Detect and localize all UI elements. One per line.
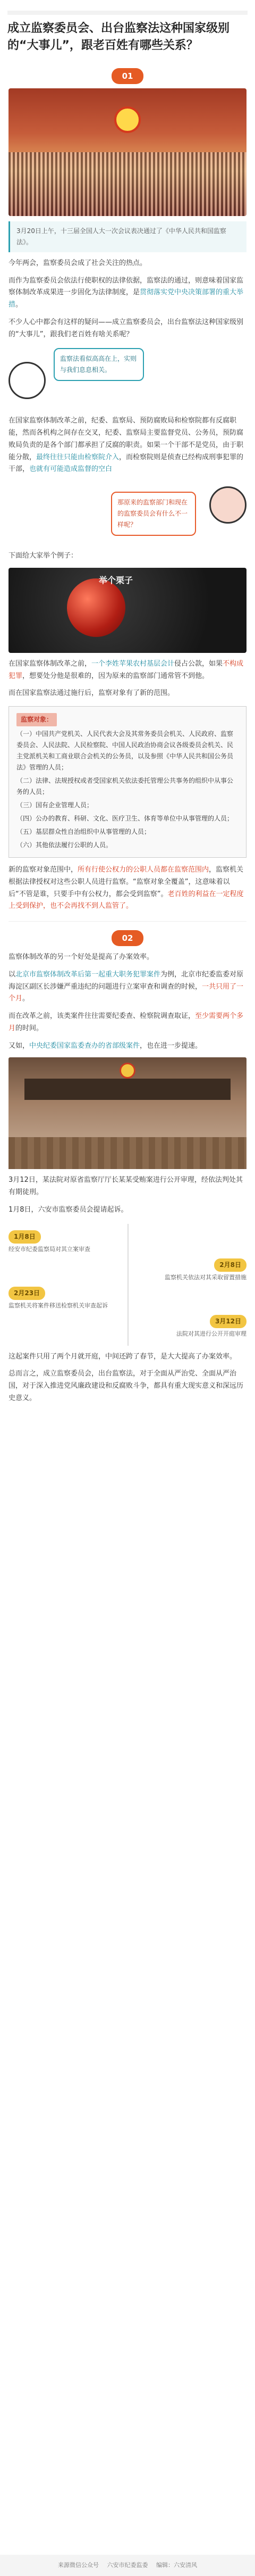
- article-title: 成立监察委员会、出台监察法这种国家级别的“大事儿”，跟老百姓有哪些关系？: [7, 22, 230, 52]
- paragraph-8-red: 所有行使公权力的公职人员都在监察范围内: [78, 866, 209, 874]
- article-footer: [0, 2555, 255, 2576]
- paragraph-12-end: ，也在进一步提速。: [140, 1041, 202, 1050]
- assembly-seats: [8, 152, 246, 216]
- speech-row-2: [8, 481, 246, 545]
- timeline-date: 1月8日: [8, 1230, 41, 1244]
- court-emblem-icon: [120, 1063, 135, 1079]
- timeline-text: 监察机关将案件移送检察机关审查起诉: [8, 1302, 108, 1310]
- timeline-date: 3月12日: [210, 1315, 246, 1328]
- speech-bubble-2: 那原来的监察部门和现在的监察委员会有什么不一样呢？: [111, 492, 196, 536]
- paragraph-10-text: 以: [8, 970, 16, 979]
- timeline-row: [8, 1287, 246, 1311]
- paragraph-11-text: 而在改革之前，该类案件往往需要纪委查、检察院调查取证，: [8, 1012, 196, 1021]
- timeline-row: [8, 1315, 246, 1339]
- cartoon-face-icon: [8, 362, 46, 399]
- paragraph-2: [8, 275, 246, 311]
- paragraph-8-red-2: 老百姓的利益在一定程度上受到保护，也不会再找不到人监管了。: [8, 890, 244, 910]
- paragraph-1: 今年两会，监察委员会成了社会关注的热点。: [8, 259, 147, 267]
- target-item: （六）其他依法履行公职的人员。: [16, 841, 113, 849]
- paragraph-10: [8, 969, 246, 1005]
- paragraph-14: 1月8日，六安市监察委员会提请起诉。: [8, 1205, 128, 1214]
- paragraph-10-end: 。: [22, 995, 30, 1003]
- speech-bubble-1: 监察法看似高高在上，实则与我们息息相关。: [54, 348, 144, 381]
- paragraph-6: [8, 658, 246, 683]
- paragraph-4-highlight-1: 最终往往只能由检察院介入: [36, 453, 120, 461]
- paragraph-2-end: 。: [15, 301, 23, 309]
- section-2-badge: 02: [112, 930, 143, 946]
- paragraph-10-highlight: 北京市监察体制改革后第一起重大职务犯罪案件: [15, 970, 161, 979]
- article-header: [0, 0, 255, 60]
- paragraph-6-text: 在国家监察体制改革之前，: [8, 659, 92, 668]
- paragraph-5: 下面给大家举个例子：: [8, 552, 78, 560]
- supervision-targets-box: [8, 706, 246, 858]
- paragraph-9: 监察体制改革的另一个好处是提高了办案效率。: [8, 953, 154, 962]
- paragraph-8-text: 新的监察对象范围中，: [8, 866, 78, 874]
- target-item: （四）公办的教育、科研、文化、医疗卫生、体育等单位中从事管理的人员；: [16, 815, 234, 823]
- case-timeline: [8, 1224, 246, 1346]
- hero-caption: 3月20日上午，十三届全国人大一次会议表决通过了《中华人民共和国监察法》。: [8, 221, 246, 252]
- paragraph-10-middle: 为例，北京市纪委监委对原海淀区副区长涉嫌严重违纪的问题进行立案审查和调查的时候，: [8, 970, 244, 991]
- speech-row-1: [8, 346, 246, 410]
- paragraph-8-middle: ，监察机关根据法律授权对这些公职人员进行监察。“监察对象全覆盖”，这意味着以后“不管是谁，只要手中有公权力，都会受到监察”。: [8, 866, 244, 898]
- timeline-text: 监察机关依法对其采取留置措施: [165, 1273, 246, 1281]
- paragraph-6-end: ，想要处分他是很难的，因为原来的监察部门通常管不到他。: [22, 672, 209, 680]
- example-label: 举个栗子: [99, 575, 133, 585]
- paragraph-4-text: 在国家监察体制改革之前，纪委、监察局、预防腐败局和检察院都有反腐职能，然而各机构之间存在交叉，纪委、监察局主要监督党员、公务员，预防腐败局负责的是各个部门都承担了反腐的职责。如果一个干部不是党员，由于职能分散，: [8, 417, 244, 461]
- paragraph-4-middle: ，而检察院则是侦查已经构成刑事犯罪的干部，: [8, 453, 244, 474]
- national-emblem-icon: [114, 106, 141, 133]
- paragraph-6-middle: 侵占公款，如果: [174, 659, 223, 668]
- paragraph-12-highlight: 中央纪委国家监委查办的省部级案件: [29, 1041, 140, 1050]
- paragraph-2-text: 而作为监察委员会依法行使职权的法律依据，监察法的通过，则意味着国家监察体制改革成果进一步固化为法律制度，是: [8, 276, 244, 297]
- footer-source: 来源微信公众号: [58, 2562, 99, 2569]
- paragraph-10-red: 一共只用了一个月: [8, 982, 244, 1003]
- timeline-text: 法院对其进行公开开庭审理: [176, 1330, 246, 1338]
- paragraph-11: [8, 1010, 246, 1035]
- timeline-row: [8, 1230, 246, 1254]
- paragraph-7: 而在国家监察法通过施行后，监察对象有了新的范围。: [8, 689, 175, 698]
- judges-bench: [24, 1079, 231, 1100]
- cartoon-girl-icon: [209, 486, 246, 524]
- timeline-date: 2月8日: [214, 1258, 246, 1272]
- paragraph-11-end: 的时间。: [15, 1024, 44, 1032]
- paragraph-12: [8, 1040, 246, 1053]
- section-divider: [8, 921, 246, 922]
- target-item: （三）国有企业管理人员；: [16, 801, 94, 809]
- example-photo: [8, 568, 246, 653]
- footer-org: 六安市纪委监委: [107, 2562, 148, 2569]
- section-1-badge: 01: [112, 68, 143, 84]
- timeline-row: [8, 1258, 246, 1282]
- paragraph-15: 这起案件只用了两个月就开庭，中间还跨了春节，是大大提高了办案效率。: [8, 1352, 237, 1361]
- target-item: （五）基层群众性自治组织中从事管理的人员；: [16, 828, 151, 836]
- paragraph-16: 总而言之，成立监察委员会，出台监察法，对于全面从严治党、全面从严治国，对于深入推进党风廉政建设和反腐败斗争，都具有重大现实意义和深远历史意义。: [8, 1370, 244, 1402]
- footer-editor: 编辑：六安清风: [156, 2562, 197, 2569]
- courtroom-floor: [8, 1137, 246, 1169]
- paragraph-12-text: 又如，: [8, 1041, 30, 1050]
- paragraph-11-red: 至少需要两个多月: [8, 1012, 244, 1032]
- paragraph-6-highlight: 一个李姓苹果农村基层会计: [91, 659, 175, 668]
- header-stripe: [7, 11, 248, 15]
- paragraph-4: [8, 415, 246, 476]
- timeline-date: 2月23日: [8, 1287, 45, 1300]
- courtroom-photo: [8, 1057, 246, 1169]
- paragraph-4-highlight-2: 也就有可能造成监督的空白: [29, 465, 113, 474]
- paragraph-6-red: 不构成犯罪: [8, 659, 244, 680]
- paragraph-13: 3月12日，某法院对原省监察厅厅长某某受贿案进行公开审理，经依法判处其有期徒刑。: [8, 1176, 243, 1197]
- paragraph-2-highlight: 贯彻落实党中央决策部署的重大举措: [8, 288, 244, 309]
- hero-photo: [8, 88, 246, 216]
- target-item: （一）中国共产党机关、人民代表大会及其常务委员会机关、人民政府、监察委员会、人民法院、人民检察院、中国人民政治协商会议各级委员会机关、民主党派机关和工商业联合会机关的公务员，以及参照《中华人民共和国公务员法》管理的人员；: [16, 730, 234, 772]
- target-item: （二）法律、法规授权或者受国家机关依法委托管理公共事务的组织中从事公务的人员；: [16, 777, 234, 796]
- timeline-text: 经安市纪委监察局对其立案审查: [8, 1245, 90, 1253]
- paragraph-8: [8, 864, 246, 913]
- supervision-targets-tag: 监察对象：: [16, 713, 57, 726]
- paragraph-3: 不少人心中都会有这样的疑问——成立监察委员会，出台监察法这种国家级别的“大事儿”，跟我们老百姓有啥关系呢？: [8, 318, 244, 338]
